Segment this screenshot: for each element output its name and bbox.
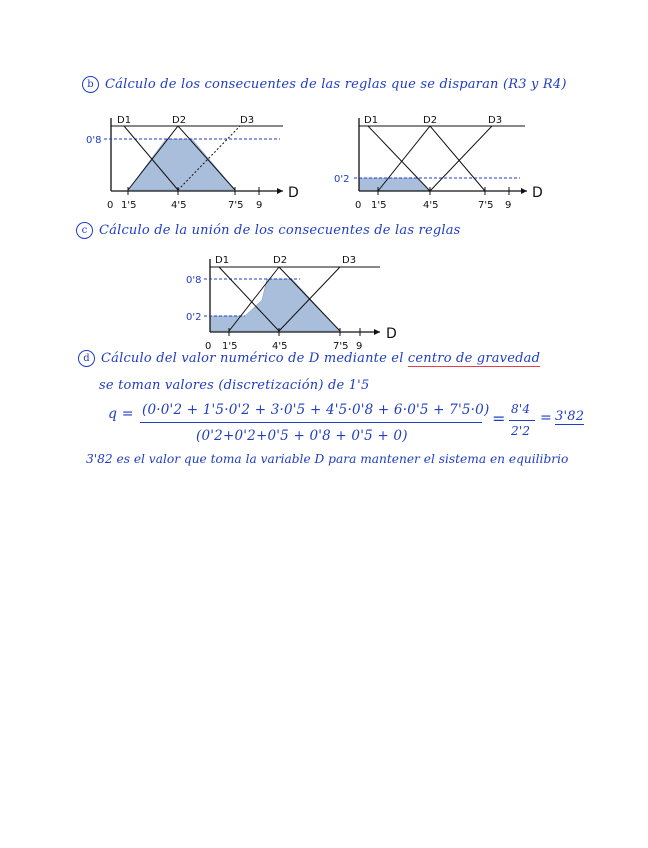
x-axis-label: D [288,185,299,201]
d2-rise [128,126,178,190]
cut-level-label: 0'2 [334,174,350,185]
formula-fraction-bar [140,422,482,423]
shaded-region [128,139,235,190]
x-tick-label-7-5: 7'5 [478,200,494,211]
set-label-d2: D2 [273,255,288,266]
x-axis-arrow [277,188,283,194]
result-fraction-denominator: 2'2 [511,424,531,438]
formula-numerator: (0·0'2 + 1'5·0'2 + 3·0'5 + 4'5·0'8 + 6·0'5 + 7'5·0) [142,402,490,418]
set-label-d3: D3 [240,115,255,126]
x-tick-label-7-5: 7'5 [228,200,244,211]
shaded-region [359,178,430,191]
result-fraction-bar [509,420,535,421]
d2-fall [279,267,340,331]
x-axis-arrow [521,188,527,194]
heading-c-text: Cálculo de la unión de los consecuentes de las reglas [99,223,461,238]
x-tick-label-1-5: 1'5 [222,341,238,352]
d2-rise [229,267,279,331]
conclusion-text: 3'82 es el valor que toma la variable D para mantener el sistema en equilibrio [86,452,569,466]
x-tick-label-4-5: 4'5 [171,200,187,211]
formula-denominator: (0'2+0'2+0'5 + 0'8 + 0'5 + 0) [196,428,408,444]
cut-level-label: 0'8 [86,135,102,146]
formula-lhs: q = [108,406,134,422]
section-c-marker: c [76,222,93,239]
x-tick-label-7-5: 7'5 [333,341,349,352]
chart-b-right-group [334,115,543,211]
d2-fall [178,126,235,190]
d2-rise [378,126,430,191]
discretization-note: se toman valores (discretización) de 1'5 [99,378,370,393]
d3-rise [178,126,240,190]
section-d-marker: d [78,350,95,367]
x-tick-label-1-5: 1'5 [121,200,137,211]
formula-equals-2: = [540,410,552,426]
x-axis-label: D [386,326,397,342]
x-tick-label-4-5: 4'5 [423,200,439,211]
chart-b-left-group [86,115,299,211]
d1-fall [219,267,279,331]
x-tick-label-1-5: 1'5 [371,200,387,211]
formula-result: 3'82 [555,409,585,424]
set-label-d3: D3 [342,255,357,266]
x-tick-label-4-5: 4'5 [272,341,288,352]
shaded-region [210,279,340,331]
chart-c-union-group [186,255,397,352]
heading-d-text: Cálculo del valor numérico de D mediante el [101,351,404,366]
x-tick-label-0: 0 [355,200,362,211]
set-label-d1: D1 [215,255,230,266]
d1-fall [368,126,430,191]
x-tick-label-0: 0 [107,200,114,211]
cut-level-label-low: 0'2 [186,312,202,323]
x-tick-label-0: 0 [205,341,212,352]
x-tick-label-9: 9 [256,200,263,211]
centroid-term: centro de gravedad [407,351,541,366]
section-b-marker: b [82,76,99,93]
heading-d [78,350,540,367]
x-axis-label: D [532,185,543,201]
d2-fall [430,126,485,191]
result-fraction-numerator: 8'4 [511,402,531,416]
set-label-d3: D3 [488,115,503,126]
set-label-d1: D1 [364,115,379,126]
d3-rise [279,267,340,331]
set-label-d2: D2 [423,115,438,126]
set-label-d2: D2 [172,115,187,126]
x-tick-label-9: 9 [505,200,512,211]
cut-level-label-high: 0'8 [186,275,202,286]
heading-b-text: Cálculo de los consecuentes de las reglas que se disparan (R3 y R4) [105,77,567,92]
d3-rise [430,126,492,191]
x-tick-label-9: 9 [356,341,363,352]
heading-b [82,76,567,93]
formula-equals-1: = [492,409,506,428]
heading-c [76,222,461,239]
set-label-d1: D1 [117,115,132,126]
d1-fall [124,126,178,190]
x-axis-arrow [374,329,380,335]
